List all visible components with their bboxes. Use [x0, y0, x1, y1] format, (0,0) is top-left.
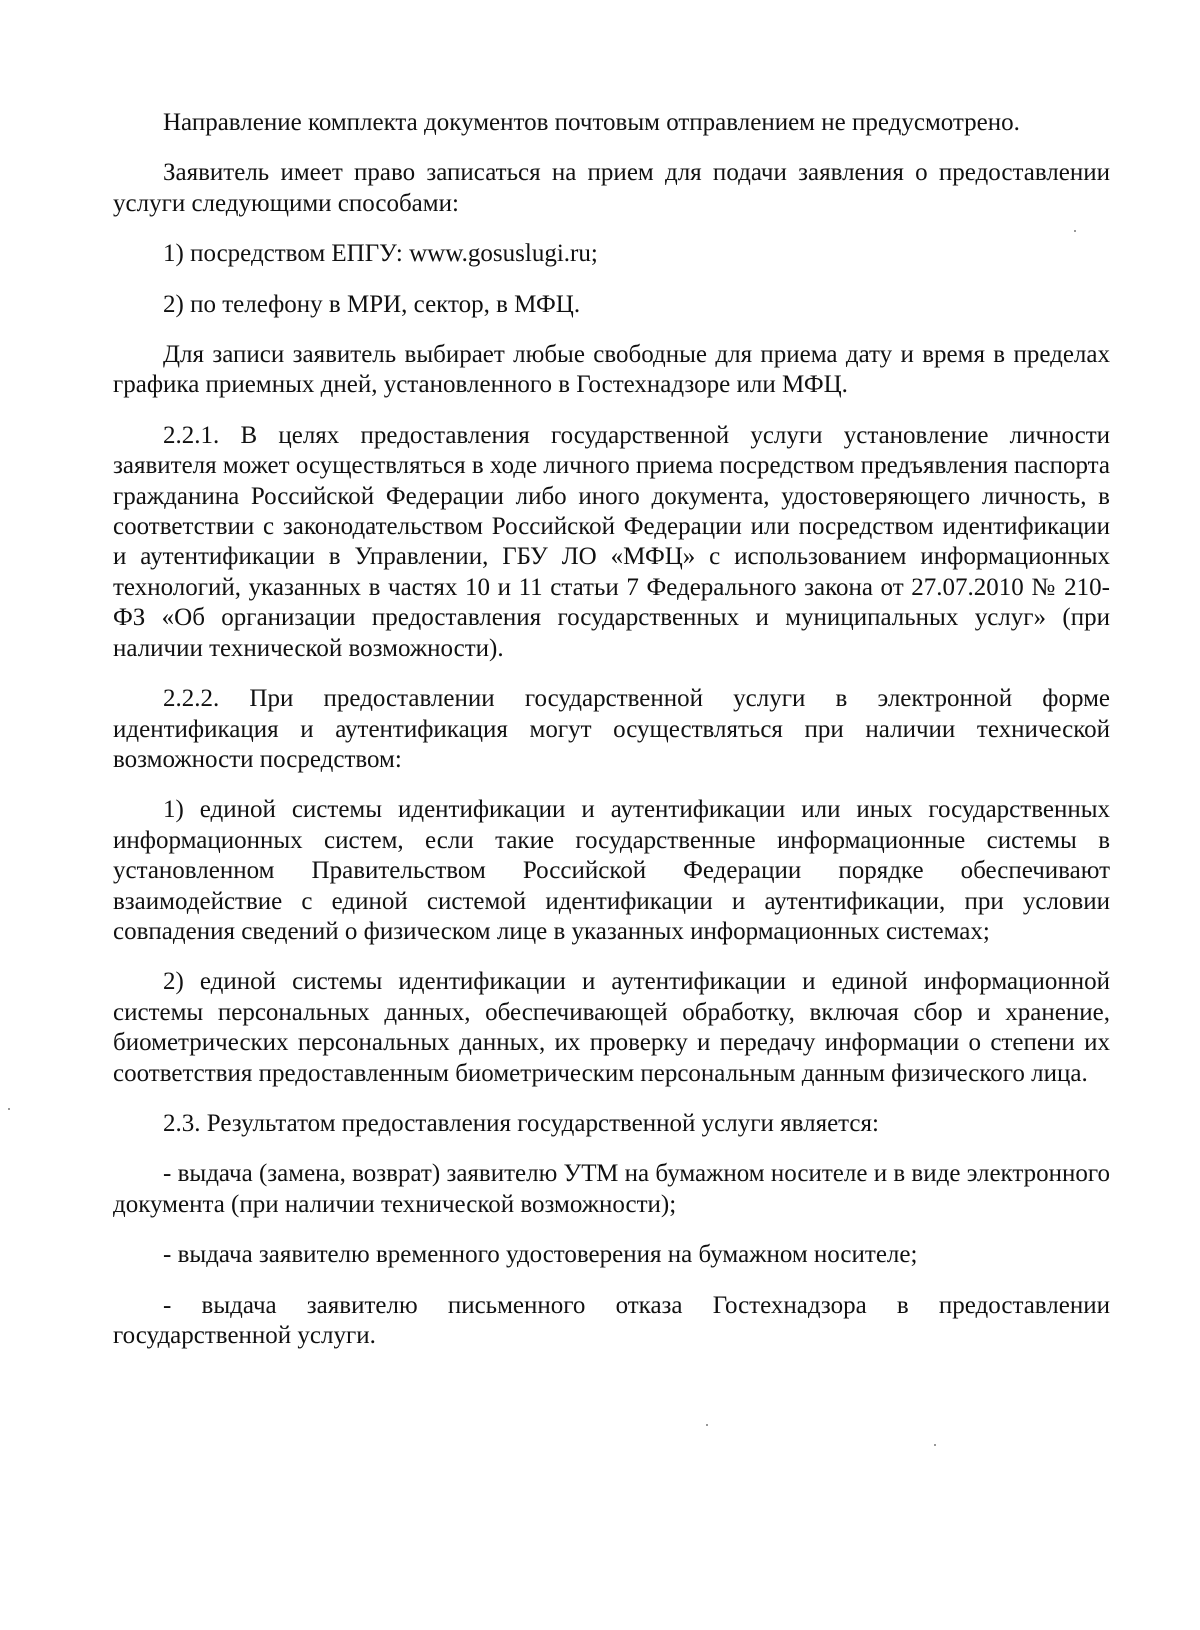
paragraph-2-2-2-item-1: 1) единой системы идентификации и аутентификации или иных государственных информационных систем, если такие государственные информационные системы в установленном Правительством Российской Федерации порядке обеспечивают взаимодействие с единой системой идентификации и аутентификации, при условии совпадения сведений о физическом лице в указанных информационных системах; — [113, 796, 1110, 945]
paragraph-result-1: - выдача (замена, возврат) заявителю УТМ на бумажном носителе и в виде электронного документа (при наличии технической возможности); — [113, 1160, 1110, 1218]
paragraph-2-2-2-item-2: 2) единой системы идентификации и аутентификации и единой информационной системы персональных данных, обеспечивающей обработку, включая сбор и хранение, биометрических персональных данных, их проверку и передачу информации о степени их соответствия предоставленным биометрическим персональным данным физического лица. — [113, 968, 1110, 1087]
document-body — [113, 108, 1110, 1371]
paragraph-2-3: 2.3. Результатом предоставления государственной услуги является: — [163, 1109, 879, 1137]
paragraph-2-2-2: 2.2.2. При предоставлении государственной услуги в электронной форме идентификация и аутентификация могут осуществляться при наличии технической возможности посредством: — [113, 685, 1110, 773]
paragraph-result-2: - выдача заявителю временного удостоверения на бумажном носителе; — [163, 1241, 918, 1269]
scan-speck — [8, 1108, 10, 1110]
paragraph-2-2-1: 2.2.1. В целях предоставления государственной услуги установление личности заявителя может осуществляться в ходе личного приема посредством предъявления паспорта гражданина Российской Федерации либо иного документа, удостоверяющего личность, в соответствии с законодательством Российской Федерации или посредством идентификации и аутентификации в Управлении, ГБУ ЛО «МФЦ» с использованием информационных технологий, указанных в частях 10 и 11 статьи 7 Федерального закона от 27.07.2010 № 210-ФЗ «Об организации предоставления государственных и муниципальных услуг» (при наличии технической возможности). — [113, 421, 1110, 662]
scan-speck — [706, 1424, 708, 1426]
paragraph-appointment-method-2: 2) по телефону в МРИ, сектор, в МФЦ. — [163, 290, 581, 318]
paragraph-result-3: - выдача заявителю письменного отказа Гостехнадзора в предоставлении государственной услуги. — [113, 1291, 1110, 1349]
scan-speck — [1074, 230, 1076, 232]
paragraph-appointment-rights: Заявитель имеет право записаться на прием для подачи заявления о предоставлении услуги следующими способами: — [113, 159, 1110, 217]
paragraph-appointment-schedule: Для записи заявитель выбирает любые свободные для приема дату и время в пределах графика приемных дней, установленного в Гостехнадзоре или МФЦ. — [113, 341, 1110, 399]
scan-speck — [934, 1444, 936, 1446]
paragraph-postal-delivery: Направление комплекта документов почтовым отправлением не предусмотрено. — [163, 109, 1020, 136]
paragraph-appointment-method-1: 1) посредством ЕПГУ: www.gosuslugi.ru; — [163, 240, 598, 268]
